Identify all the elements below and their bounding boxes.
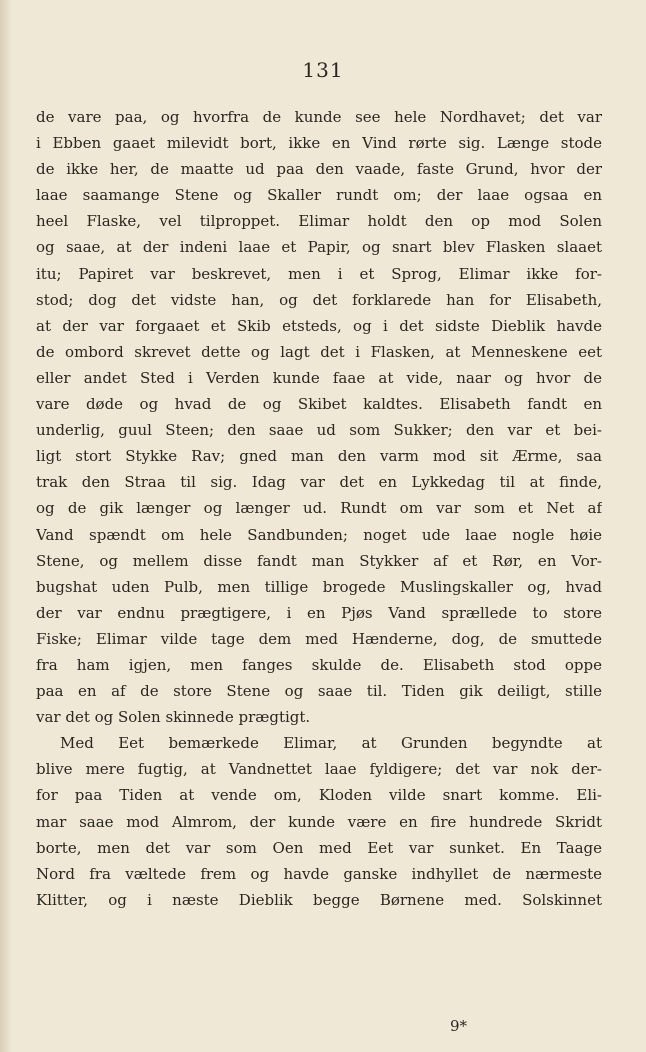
text-line: Vand spændt om hele Sandbunden; noget ude laae nogle høie (36, 525, 602, 544)
text-line: og saae, at der indeni laae et Papir, og snart blev Flasken slaaet (36, 238, 602, 257)
page-edge (0, 0, 12, 1052)
text-line: og de gik længer og længer ud. Rundt om var som et Net af (36, 499, 602, 518)
text-line: de ikke her, de maatte ud paa den vaade, faste Grund, hvor der (36, 160, 602, 179)
text-line: der var endnu prægtigere, i en Pjøs Vand sprællede to store (36, 603, 602, 622)
text-line: Klitter, og i næste Dieblik begge Børnene med. Solskinnet (36, 890, 602, 909)
text-line: fra ham igjen, men fanges skulde de. Elisabeth stod oppe (36, 655, 602, 674)
text-line: laae saamange Stene og Skaller rundt om; der laae ogsaa en (36, 186, 602, 205)
body-text (36, 104, 602, 913)
text-line: de ombord skrevet dette og lagt det i Flasken, at Menneskene eet (36, 342, 602, 361)
text-line: Stene, og mellem disse fandt man Stykker af et Rør, en Vor- (36, 551, 602, 570)
text-line: paa en af de store Stene og saae til. Tiden gik deiligt, stille (36, 682, 602, 701)
text-line: eller andet Sted i Verden kunde faae at vide, naar og hvor de (36, 368, 602, 387)
text-line: borte, men det var som Oen med Eet var sunket. En Taage (36, 838, 602, 857)
text-line: de vare paa, og hvorfra de kunde see hele Nordhavet; det var (36, 108, 602, 126)
text-line: mar saae mod Almrom, der kunde være en fire hundrede Skridt (36, 812, 602, 831)
text-line: i Ebben gaaet milevidt bort, ikke en Vind rørte sig. Længe stode (36, 134, 602, 153)
page-number: 131 (302, 58, 344, 82)
text-line: var det og Solen skinnede prægtigt. (36, 708, 311, 727)
text-line: Fiske; Elimar vilde tage dem med Hænderne, dog, de smuttede (36, 629, 602, 648)
text-line: Med Eet bemærkede Elimar, at Grunden begyndte at (60, 734, 602, 753)
signature-mark: 9* (450, 1017, 468, 1035)
text-line: stod; dog det vidste han, og det forklarede han for Elisabeth, (36, 290, 602, 309)
text-line: ligt stort Stykke Rav; gned man den varm mod sit Ærme, saa (36, 447, 602, 466)
text-line: Nord fra væltede frem og havde ganske indhyllet de nærmeste (36, 864, 602, 883)
text-line: for paa Tiden at vende om, Kloden vilde snart komme. Eli- (36, 786, 602, 805)
text-line: bugshat uden Pulb, men tillige brogede Muslingskaller og, hvad (36, 577, 602, 596)
text-line: heel Flaske, vel tilproppet. Elimar holdt den op mod Solen (36, 212, 602, 231)
text-line: blive mere fugtig, at Vandnettet laae fyldigere; det var nok der- (36, 760, 602, 779)
text-line: itu; Papiret var beskrevet, men i et Sprog, Elimar ikke for- (36, 264, 602, 283)
text-line: vare døde og hvad de og Skibet kaldtes. Elisabeth fandt en (36, 395, 602, 414)
text-line: at der var forgaaet et Skib etsteds, og i det sidste Dieblik havde (36, 316, 602, 335)
text-line: trak den Straa til sig. Idag var det en Lykkedag til at finde, (36, 473, 602, 492)
text-line: underlig, guul Steen; den saae ud som Sukker; den var et bei- (36, 421, 602, 440)
